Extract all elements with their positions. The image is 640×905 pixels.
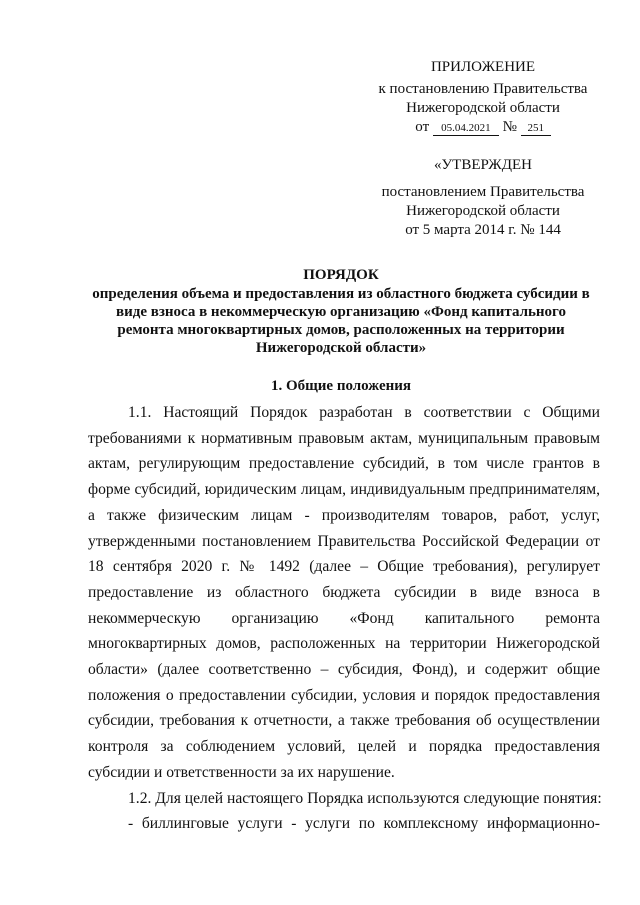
- title-sub-line: Нижегородской области»: [255, 340, 427, 356]
- paragraph-line: 18 сентября 2020 г. № 1492 (далее – Общие требования), регулирует: [88, 558, 600, 576]
- appendix-number-sign: №: [502, 119, 517, 135]
- paragraph-line: некоммерческую организацию «Фонд капитального ремонта: [88, 609, 600, 627]
- appendix-block: [358, 58, 608, 137]
- appendix-date-line: [358, 118, 608, 137]
- paragraph-line: требованиями к нормативным правовым актам, муниципальным правовым: [88, 429, 600, 447]
- appendix-line-2: Нижегородской области: [406, 100, 560, 116]
- paragraph-line: 1.2. Для целей настоящего Порядка используются следующие понятия:: [128, 789, 602, 807]
- appendix-from-label: от: [415, 119, 430, 135]
- title-main: ПОРЯДОК: [303, 267, 379, 283]
- title-sub-line: определения объема и предоставления из областного бюджета субсидии в: [92, 286, 590, 302]
- paragraph-line: контроля за соблюдением условий, целей и порядка предоставления: [88, 738, 600, 756]
- appendix-heading: ПРИЛОЖЕНИЕ: [430, 59, 536, 75]
- appendix-date-field: 05.04.2021: [433, 122, 499, 136]
- paragraph-line: 1.1. Настоящий Порядок разработан в соответствии с Общими: [128, 404, 600, 421]
- paragraph-line: субсидии и ответственности за их нарушение.: [88, 763, 395, 781]
- paragraph-line: актам, регулирующим предоставление субсидий, в том числе грантов в: [88, 455, 600, 473]
- paragraph-line: области» (далее соответственно – субсидия, Фонд), и содержит общие: [88, 661, 600, 679]
- approved-heading: «УТВЕРЖДЕН: [434, 157, 532, 173]
- title-sub-line: виде взноса в некоммерческую организацию «Фонд капитального: [115, 304, 566, 320]
- paragraph-line: субсидии, требования к отчетности, а также требования об осуществлении: [88, 712, 600, 730]
- paragraph-line: утвержденными постановлением Правительства Российской Федерации от: [88, 532, 600, 550]
- section-title: 1. Общие положения: [270, 378, 412, 394]
- document-title: [80, 266, 602, 357]
- body-text: [88, 400, 600, 837]
- paragraph-line: многоквартирных домов, расположенных на территории Нижегородской: [88, 635, 600, 653]
- paragraph-line: форме субсидий, юридическим лицам, индивидуальным предпринимателям,: [88, 481, 600, 499]
- paragraph-line: положения о предоставлении субсидии, условия и порядок предоставления: [88, 686, 600, 704]
- approved-line-3: от 5 марта 2014 г. № 144: [405, 222, 561, 238]
- title-sub-line: ремонта многоквартирных домов, расположенных на территории: [117, 322, 565, 338]
- appendix-line-1: к постановлению Правительства: [378, 81, 588, 97]
- paragraph-line: предоставление из областного бюджета субсидии в виде взноса в: [88, 583, 600, 601]
- approved-block: [358, 156, 608, 240]
- paragraph-line: а также физическим лицам - производителям товаров, работ, услуг,: [88, 506, 600, 524]
- approved-line-2: Нижегородской области: [406, 203, 560, 219]
- approved-line-1: постановлением Правительства: [381, 184, 585, 200]
- appendix-number-field: 251: [521, 122, 551, 136]
- paragraph-line: - биллинговые услуги - услуги по комплексному информационно-: [128, 815, 600, 833]
